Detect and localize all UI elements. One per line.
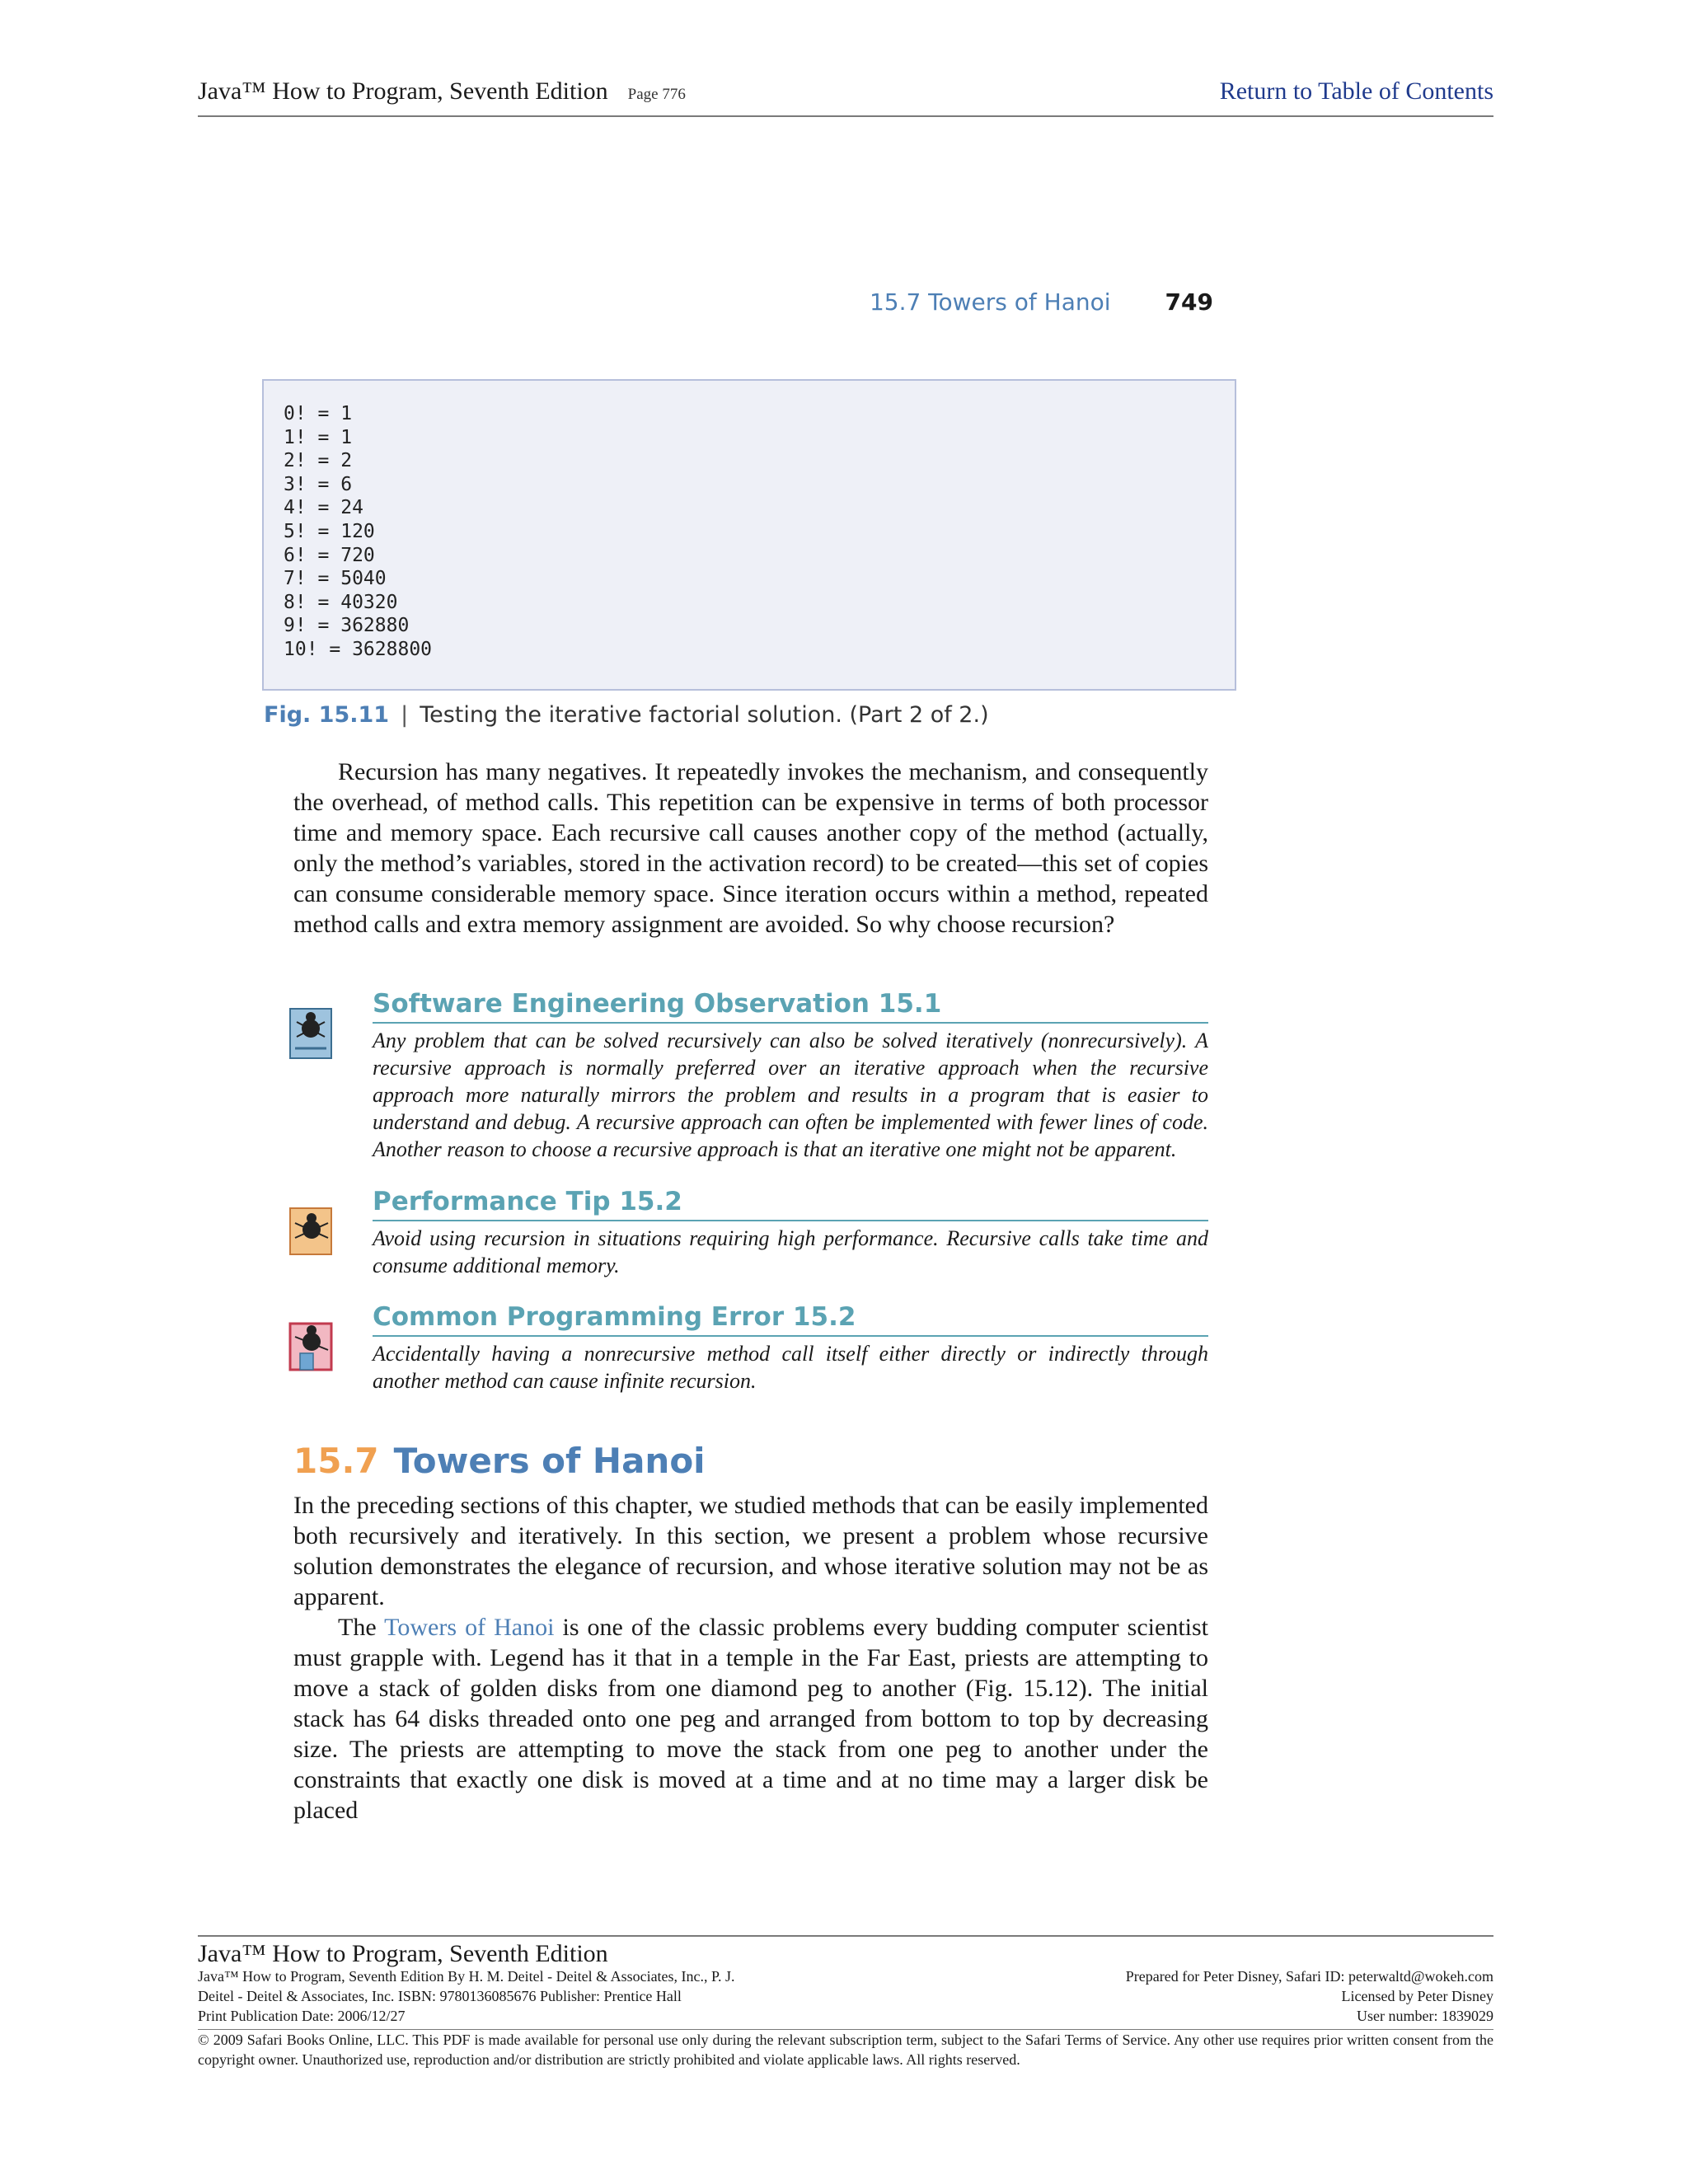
- footer-copyright: © 2009 Safari Books Online, LLC. This PDF is made available for personal use only during the relevant subscription term, subject to the Safari Terms of Service. Any other use requires prior written consent from the copyright owner. Unauthorized use, reproduction and/or distribution are strictly prohibited and violate applicable laws. All rights reserved.: [198, 2029, 1493, 2069]
- output-line: 4! = 24: [284, 497, 363, 519]
- figure-caption: [264, 702, 989, 728]
- tip-title: Performance Tip 15.2: [373, 1187, 1208, 1221]
- output-line: 3! = 6: [284, 473, 353, 495]
- program-output-box: [262, 379, 1236, 691]
- output-line: 0! = 1: [284, 403, 353, 424]
- output-line: 1! = 1: [284, 426, 353, 448]
- tip-text: Accidentally having a nonrecursive method call itself either directly or indirectly through another method can cause infinite recursion.: [373, 1342, 1208, 1393]
- footer-row: [198, 1968, 1493, 1988]
- return-to-toc-link[interactable]: Return to Table of Contents: [1219, 77, 1493, 105]
- footer-title: Java™ How to Program, Seventh Edition: [198, 1940, 608, 1967]
- output-line: 8! = 40320: [284, 591, 398, 613]
- footer-licensed-by: Licensed by Peter Disney: [1341, 1988, 1493, 2004]
- software-engineering-observation: [293, 989, 1208, 1163]
- footer-publication-date: Print Publication Date: 2006/12/27: [198, 2008, 406, 2024]
- footer-isbn: Deitel - Deitel & Associates, Inc. ISBN: 9780136085676 Publisher: Prentice Hall: [198, 1988, 682, 2004]
- figure-caption-text: Testing the iterative factorial solution. (Part 2 of 2.): [420, 702, 989, 728]
- footer-row: [198, 1988, 1493, 2008]
- output-line: 2! = 2: [284, 450, 353, 472]
- running-head-section: 15.7 Towers of Hanoi: [869, 288, 1111, 316]
- tip-text: Avoid using recursion in situations requiring high performance. Recursive calls take time and consume additional memory.: [373, 1226, 1208, 1277]
- common-programming-error: [293, 1302, 1208, 1394]
- running-head: [841, 288, 1213, 316]
- paragraph-text: is one of the classic problems every budding computer scientist must grapple with. Legend has it that in a temple in the Far East, priests are attempting to move a stack of golden disks from one diamond peg to another (Fig. 15.12). The initial stack has 64 disks threaded onto one peg and arranged from bottom to top by decreasing size. The priests are attempting to move the stack from one peg to another under the constraints that exactly one disk is moved at a time and at no time may a larger disk be placed: [293, 1614, 1209, 1824]
- page-footer: [198, 1935, 1493, 2069]
- header-book-title: Java™ How to Program, Seventh Edition Page 776: [198, 77, 686, 105]
- footer-row: [198, 2008, 1493, 2027]
- caption-divider: |: [401, 702, 409, 728]
- output-line: 6! = 720: [284, 544, 375, 566]
- tip-title: Software Engineering Observation 15.1: [373, 989, 1208, 1024]
- body-paragraph: Recursion has many negatives. It repeatedly invokes the mechanism, and consequently the overhead, of method calls. This repetition can be expensive in terms of both processor time and memory space. Each recursive call causes another copy of the method (actually, only the method’s variables, stored in the activation record) to be created—this set of copies can consume considerable memory space. Since iteration occurs within a method, repeated method calls and extra memory assignment are avoided. So why choose recursion?: [293, 758, 1208, 938]
- header-page-label: Page 776: [627, 86, 686, 103]
- tip-title: Common Programming Error 15.2: [373, 1302, 1208, 1337]
- bug-icon: [288, 1317, 333, 1376]
- bug-icon: [288, 1004, 333, 1063]
- section-number: 15.7: [293, 1441, 379, 1481]
- output-line: 10! = 3628800: [284, 638, 433, 660]
- section-title: Towers of Hanoi: [393, 1441, 706, 1481]
- footer-user-number: User number: 1839029: [1357, 2008, 1493, 2024]
- footer-book-info: Java™ How to Program, Seventh Edition By H. M. Deitel - Deitel & Associates, Inc., P. J.: [198, 1968, 735, 1985]
- output-line: 7! = 5040: [284, 568, 387, 590]
- figure-label: Fig. 15.11: [264, 702, 390, 728]
- tip-text: Any problem that can be solved recursively can also be solved iteratively (nonrecursively). A recursive approach is normally preferred over an iterative approach when the recursive approach more naturally mirrors the problem and results in a program that is easier to understand and debug. A recursive approach can often be implemented with fewer lines of code. Another reason to choose a recursive approach is that an iterative one might not be apparent.: [373, 1029, 1208, 1161]
- bug-icon: [288, 1202, 333, 1261]
- output-line: 5! = 120: [284, 520, 375, 542]
- body-paragraph: In the preceding sections of this chapter, we studied methods that can be easily implemented both recursively and iteratively. In this section, we present a problem whose recursive solution demonstrates the elegance of recursion, and whose iterative solution may not be as apparent.: [293, 1492, 1208, 1610]
- page-header: [198, 76, 1493, 117]
- output-line: 9! = 362880: [284, 615, 410, 637]
- section-heading: [293, 1441, 706, 1481]
- running-head-page-number: 749: [1165, 288, 1213, 316]
- paragraph-text: The: [338, 1614, 385, 1641]
- performance-tip: [293, 1187, 1208, 1279]
- footer-prepared-for: Prepared for Peter Disney, Safari ID: peterwaltd@wokeh.com: [1125, 1968, 1493, 1985]
- key-term-towers-of-hanoi: Towers of Hanoi: [384, 1614, 555, 1641]
- body-paragraph: [293, 1612, 1208, 1825]
